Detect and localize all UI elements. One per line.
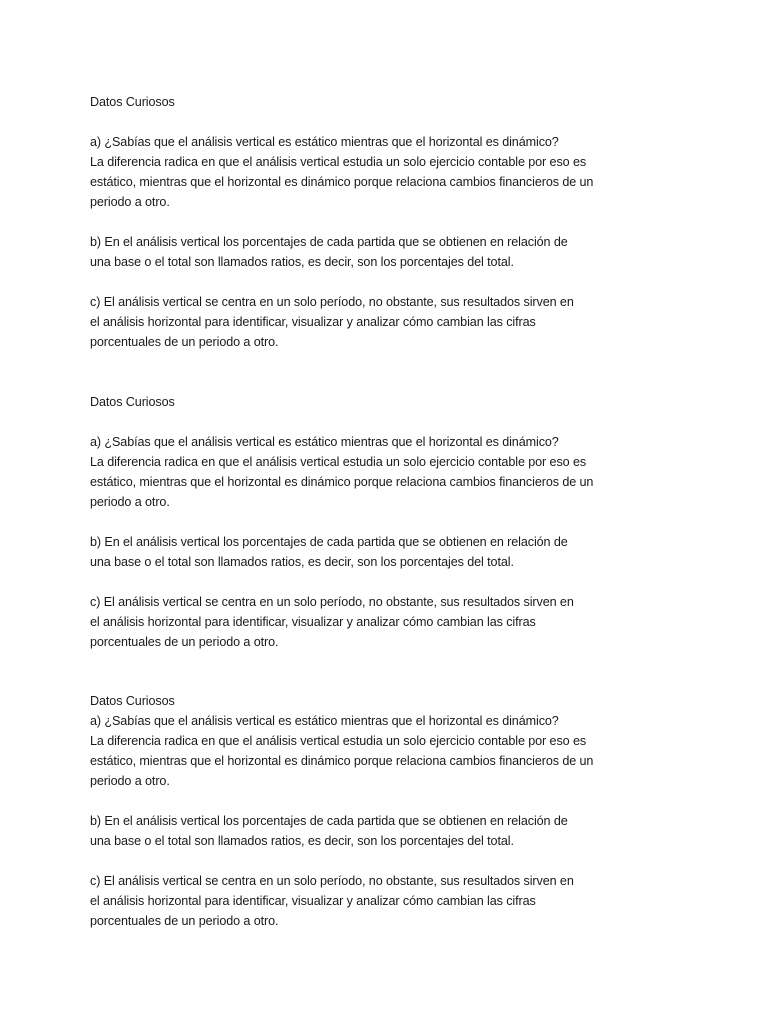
section-3-item-c-line-3: porcentuales de un periodo a otro. xyxy=(90,914,279,928)
section-3-item-c-line-2: el análisis horizontal para identificar, visualizar y analizar cómo cambian las cifras xyxy=(90,894,536,908)
section-2-item-a-line-1: a) ¿Sabías que el análisis vertical es estático mientras que el horizontal es dinámico? xyxy=(90,435,559,449)
section-3-item-b-line-1: b) En el análisis vertical los porcentajes de cada partida que se obtienen en relación de xyxy=(90,814,568,828)
section-1-item-b-line-1: b) En el análisis vertical los porcentajes de cada partida que se obtienen en relación de xyxy=(90,235,568,249)
section-2-item-c-line-3: porcentuales de un periodo a otro. xyxy=(90,635,279,649)
section-3-item-a-line-4: periodo a otro. xyxy=(90,774,170,788)
section-1-item-c-line-1: c) El análisis vertical se centra en un solo período, no obstante, sus resultados sirven en xyxy=(90,295,574,309)
section-2-item-b-line-2: una base o el total son llamados ratios, es decir, son los porcentajes del total. xyxy=(90,555,514,569)
section-3-item-c-line-1: c) El análisis vertical se centra en un solo período, no obstante, sus resultados sirven en xyxy=(90,874,574,888)
section-1-item-a-line-2: La diferencia radica en que el análisis vertical estudia un solo ejercicio contable por eso es xyxy=(90,155,587,169)
section-2-item-b-line-1: b) En el análisis vertical los porcentajes de cada partida que se obtienen en relación de xyxy=(90,535,568,549)
section-2-item-c-line-1: c) El análisis vertical se centra en un solo período, no obstante, sus resultados sirven en xyxy=(90,595,574,609)
section-1-item-a-line-3: estático, mientras que el horizontal es dinámico porque relaciona cambios financieros de un xyxy=(90,175,594,189)
section-1-item-b-line-2: una base o el total son llamados ratios, es decir, son los porcentajes del total. xyxy=(90,255,514,269)
section-1-item-a-line-1: a) ¿Sabías que el análisis vertical es estático mientras que el horizontal es dinámico? xyxy=(90,135,559,149)
section-1-item-a-line-4: periodo a otro. xyxy=(90,195,170,209)
section-1-item-c-line-2: el análisis horizontal para identificar, visualizar y analizar cómo cambian las cifras xyxy=(90,315,536,329)
section-3-item-b-line-2: una base o el total son llamados ratios, es decir, son los porcentajes del total. xyxy=(90,834,514,848)
section-3-title: Datos Curiosos xyxy=(90,694,175,708)
section-3-item-a-line-1: a) ¿Sabías que el análisis vertical es estático mientras que el horizontal es dinámico? xyxy=(90,714,559,728)
section-1-title: Datos Curiosos xyxy=(90,95,175,109)
section-3-item-a-line-3: estático, mientras que el horizontal es dinámico porque relaciona cambios financieros de un xyxy=(90,754,594,768)
section-1-item-c-line-3: porcentuales de un periodo a otro. xyxy=(90,335,279,349)
section-2-item-a-line-4: periodo a otro. xyxy=(90,495,170,509)
section-2-item-a-line-3: estático, mientras que el horizontal es dinámico porque relaciona cambios financieros de un xyxy=(90,475,594,489)
section-2-item-c-line-2: el análisis horizontal para identificar, visualizar y analizar cómo cambian las cifras xyxy=(90,615,536,629)
section-3-item-a-line-2: La diferencia radica en que el análisis vertical estudia un solo ejercicio contable por eso es xyxy=(90,734,587,748)
section-2-item-a-line-2: La diferencia radica en que el análisis vertical estudia un solo ejercicio contable por eso es xyxy=(90,455,587,469)
section-2-title: Datos Curiosos xyxy=(90,395,175,409)
